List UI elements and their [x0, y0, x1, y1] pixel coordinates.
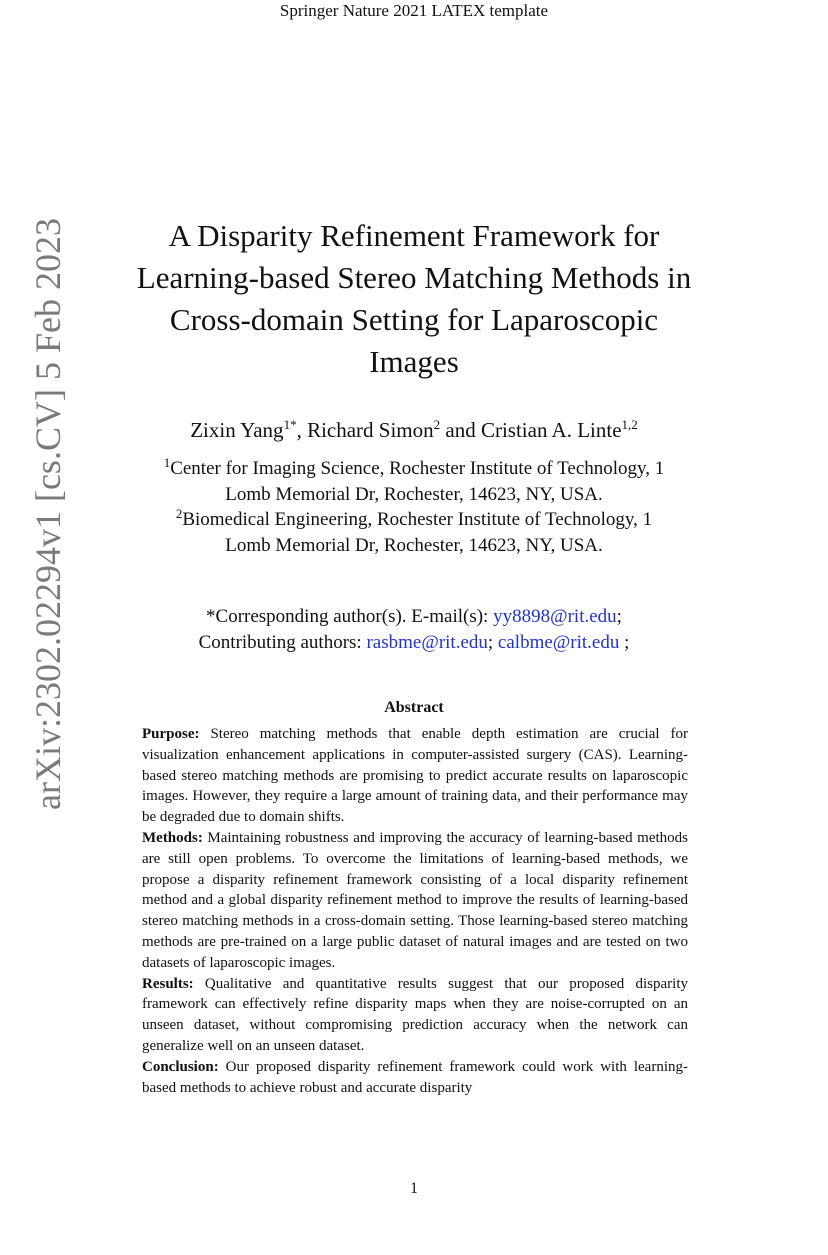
author-name: Richard Simon	[307, 418, 434, 442]
abstract-results	[142, 974, 688, 1057]
conclusion-label: Conclusion:	[142, 1058, 219, 1075]
title-line: A Disparity Refinement Framework for	[168, 218, 660, 253]
purpose-label: Purpose:	[142, 726, 200, 742]
author-affil-mark: 2	[433, 417, 441, 432]
abstract-heading: Abstract	[384, 699, 444, 716]
purpose-text: Stereo matching methods that enable depth estimation are crucial for visualization enhancement applications in computer-assisted surgery (CAS). Learning-based stereo matching methods are promising to predict accurate results on laparoscopic images. However, they require a large amount of training data, and their performance may be degraded due to domain shifts.	[142, 726, 688, 826]
methods-label: Methods:	[142, 829, 203, 846]
affiliation-text: Biomedical Engineering, Rochester Institute of Technology, 1	[182, 509, 653, 530]
email-separator: ;	[487, 631, 498, 653]
affiliations	[110, 456, 718, 558]
author-affil-mark: 1,2	[621, 417, 638, 432]
methods-text: Maintaining robustness and improving the accuracy of learning-based methods are still open problems. To overcome the limitations of learning-based methods, we propose a disparity refinement framework consisting of a local disparity refinement method and a global disparity refinement method to improve the results of learning-based stereo matching methods in a cross-domain setting. Those learning-based stereo matching methods are pre-trained on a large public dataset of natural images and are tested on two datasets of laparoscopic images.	[142, 829, 688, 971]
author-name: Zixin Yang	[190, 418, 284, 442]
correspondence	[110, 604, 718, 655]
email-separator: ;	[619, 631, 630, 653]
title-line: Cross-domain Setting for Laparoscopic	[169, 302, 659, 337]
author-name: Cristian A. Linte	[480, 418, 622, 442]
affiliation-text: Center for Imaging Science, Rochester Institute of Technology, 1	[170, 458, 665, 479]
title-line: Images	[369, 344, 459, 379]
abstract-body	[142, 724, 688, 1098]
paper-title	[110, 215, 718, 383]
conclusion-text: Our proposed disparity refinement framework could work with learning-based methods to achieve robust and accurate disparity	[142, 1058, 688, 1096]
contributing-line	[110, 630, 718, 656]
affil-mark: 2	[175, 506, 183, 521]
email-separator: ;	[616, 606, 622, 627]
author-affil-mark: 1*	[283, 417, 297, 432]
author-separator: ,	[296, 418, 308, 442]
arxiv-stamp: arXiv:2302.02294v1 [cs.CV] 5 Feb 2023	[28, 218, 68, 810]
results-text: Qualitative and quantitative results suggest that our proposed disparity framework can effectively refine disparity maps when they are noise-corrupted on an unseen dataset, without compromising prediction accuracy when the network can generalize well on an unseen dataset.	[142, 975, 688, 1054]
affiliation-line	[110, 507, 718, 533]
affil-mark: 1	[163, 455, 171, 470]
abstract-purpose	[142, 724, 688, 828]
affiliation-line: Lomb Memorial Dr, Rochester, 14623, NY, USA.	[225, 534, 603, 556]
corresponding-label: *Corresponding author(s). E-mail(s):	[206, 606, 494, 627]
abstract-methods	[142, 828, 688, 974]
corresponding-line	[110, 604, 718, 630]
abstract-conclusion	[142, 1057, 688, 1099]
author-separator: and	[440, 418, 481, 442]
email-link[interactable]: yy8898@rit.edu	[493, 606, 617, 627]
page-number: 1	[410, 1180, 418, 1197]
contributing-label: Contributing authors:	[198, 631, 367, 653]
email-link[interactable]: calbme@rit.edu	[497, 631, 620, 653]
running-header: Springer Nature 2021 LATEX template	[279, 1, 549, 20]
affiliation-line: Lomb Memorial Dr, Rochester, 14623, NY, USA.	[225, 483, 603, 505]
affiliation-line	[110, 456, 718, 482]
results-label: Results:	[142, 975, 194, 992]
author-list	[0, 416, 828, 444]
title-line: Learning-based Stereo Matching Methods in	[136, 260, 692, 295]
email-link[interactable]: rasbme@rit.edu	[366, 631, 488, 653]
